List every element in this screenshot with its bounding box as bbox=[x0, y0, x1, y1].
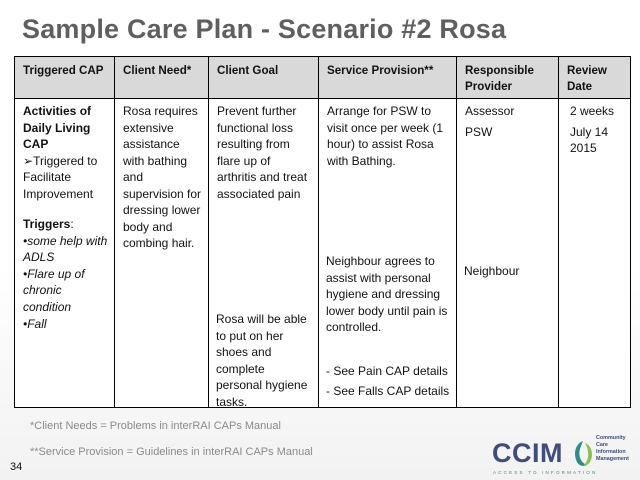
page-title: Sample Care Plan - Scenario #2 Rosa bbox=[22, 14, 507, 44]
cap-trigger-text: Triggered to Facilitate Improvement bbox=[23, 153, 98, 201]
triggers-colon: : bbox=[70, 217, 74, 232]
cap-name: Activities of Daily Living CAP bbox=[23, 103, 92, 152]
care-plan-table bbox=[14, 56, 631, 408]
provider-psw: PSW bbox=[465, 124, 493, 139]
trigger-item: •Fall bbox=[23, 316, 47, 331]
bullet-icon: • bbox=[23, 316, 28, 331]
cell-service-provision bbox=[319, 98, 457, 407]
service-item-1: Arrange for PSW to visit once per week (1 hour) to assist Rosa with Bathing. bbox=[327, 103, 444, 168]
service-item-2: Neighbour agrees to assist with personal hygiene and dressing lower body until pain is controlled. bbox=[326, 253, 448, 335]
arrow-bullet-icon: ➢ bbox=[23, 153, 34, 168]
table-header-row bbox=[15, 57, 631, 99]
cap-trigger-status bbox=[23, 153, 109, 203]
provider-assessor: Assessor bbox=[465, 103, 515, 118]
triggers-label: Triggers bbox=[23, 217, 71, 232]
review-date: July 14 2015 bbox=[570, 124, 609, 156]
table-row bbox=[15, 98, 631, 407]
header-triggered-cap: Triggered CAP bbox=[15, 57, 115, 99]
footnote-service-provision: **Service Provision = Guidelines in interRAI CAPs Manual bbox=[30, 446, 313, 458]
header-review-date: Review Date bbox=[559, 57, 631, 99]
logo-wordmark: CCIM bbox=[492, 438, 563, 468]
header-client-goal: Client Goal bbox=[209, 57, 319, 99]
bullet-icon: • bbox=[23, 233, 28, 248]
footnote-client-needs: *Client Needs = Problems in interRAI CAPs Manual bbox=[30, 420, 281, 432]
trigger-item: •Flare up of chronic condition bbox=[23, 266, 85, 314]
logo-swirl-icon bbox=[571, 440, 595, 468]
logo-tagline: ACCESS TO INFORMATION bbox=[493, 470, 598, 475]
logo-subtitle: Community Care Information Management bbox=[596, 435, 629, 462]
bullet-icon: • bbox=[23, 266, 28, 281]
ccim-logo bbox=[492, 434, 632, 478]
client-goal-1: Prevent further functional loss resulting from flare up of arthritis and treat associated pain bbox=[217, 103, 308, 201]
review-duration: 2 weeks bbox=[570, 103, 615, 118]
cell-client-goal bbox=[209, 98, 319, 407]
service-item-4: - See Falls CAP details bbox=[326, 383, 450, 398]
page-number: 34 bbox=[10, 461, 23, 473]
header-responsible-provider: Responsible Provider bbox=[457, 57, 559, 99]
triggers-heading bbox=[23, 216, 109, 233]
cell-review-date bbox=[559, 98, 631, 407]
client-need-text: Rosa requires extensive assistance with bathing and supervision for dressing lower body and combing hair. bbox=[123, 103, 202, 251]
provider-neighbour: Neighbour bbox=[464, 263, 520, 278]
cell-triggered-cap bbox=[15, 98, 115, 407]
cell-client-need bbox=[115, 98, 209, 407]
trigger-item: •some help with ADLS bbox=[23, 233, 108, 265]
header-service-provision: Service Provision** bbox=[319, 57, 457, 99]
client-goal-2: Rosa will be able to put on her shoes and complete personal hygiene tasks. bbox=[216, 311, 308, 409]
header-client-need: Client Need* bbox=[115, 57, 209, 99]
service-item-3: - See Pain CAP details bbox=[326, 363, 448, 378]
cell-responsible-provider bbox=[457, 98, 559, 407]
